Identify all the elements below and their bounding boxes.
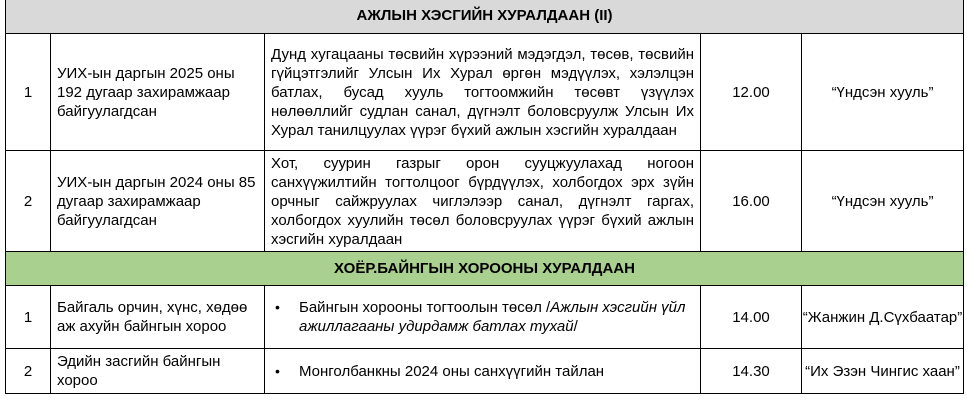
row-time: 14.00 (701, 286, 802, 349)
row-location: “Үндсэн хууль” (802, 151, 964, 252)
row-description: Хот, суурин газрыг орон сууцжуулахад ногоон санхүүжилтийн тогтолцоог бүрдүүлэх, холбогдох эрх зүйн орчныг сайжруулах чиглэлээр санал, дүгнэлт гаргах, холбогдох хуулийн төсөл боловсруулах үүрэг бүхий ажлын хэсгийн хуралдаан (265, 151, 701, 252)
section-title-working-group: АЖЛЫН ХЭСГИЙН ХУРАЛДААН (II) (6, 0, 964, 34)
table-row (6, 34, 964, 151)
description-italic-text: Ажлын хэсгийн үйл ажиллагааны удирдамж батлах тухай (299, 299, 686, 335)
description-text: Монголбанкны 2024 оны санхүүгийн тайлан (299, 362, 605, 380)
bullet-icon: • (275, 299, 280, 315)
table-row (6, 151, 964, 252)
row-organizer: УИХ-ын даргын 2025 оны 192 дугаар захирамжаар байгуулагдсан (51, 34, 265, 151)
row-number: 1 (6, 34, 51, 151)
row-number: 2 (6, 151, 51, 252)
section-header-row (6, 0, 964, 34)
description-text: Байнгын хорооны тогтоолын төсөл / (299, 299, 551, 316)
row-description (265, 349, 701, 394)
description-closing-slash: / (573, 318, 578, 335)
section-header-row (6, 252, 964, 286)
row-location: “Жанжин Д.Сүхбаатар” (802, 286, 964, 349)
row-organizer: Эдийн засгийн байнгын хороо (51, 349, 265, 394)
row-description (265, 286, 701, 349)
table-row (6, 286, 964, 349)
row-organizer: Байгаль орчин, хүнс, хөдөө аж ахуйн байнгын хороо (51, 286, 265, 349)
bullet-icon: • (275, 362, 280, 379)
table-row (6, 349, 964, 394)
row-location: “Их Эзэн Чингис хаан” (802, 349, 964, 394)
schedule-table (5, 0, 964, 394)
row-number: 2 (6, 349, 51, 394)
row-description: Дунд хугацааны төсвийн хүрээний мэдэгдэл, төсөв, төсвийн гүйцэтгэлийг Улсын Их Хурал өргөн мэдүүлэх, хэлэлцэн батлах, бусад хууль тогтоомжийн төсөвт үзүүлэх нөлөөллийг судлан санал, дүгнэлт боловсруулж Улсын Их Хурал танилцуулах үүрэг бүхий ажлын хэсгийн хуралдаан (265, 34, 701, 151)
row-organizer: УИХ-ын даргын 2024 оны 85 дугаар захирамжаар байгуулагдсан (51, 151, 265, 252)
row-time: 12.00 (701, 34, 802, 151)
row-number: 1 (6, 286, 51, 349)
row-location: “Үндсэн хууль” (802, 34, 964, 151)
row-time: 14.30 (701, 349, 802, 394)
section-title-standing-committee: ХОЁР.БАЙНГЫН ХОРООНЫ ХУРАЛДААН (6, 252, 964, 286)
row-time: 16.00 (701, 151, 802, 252)
